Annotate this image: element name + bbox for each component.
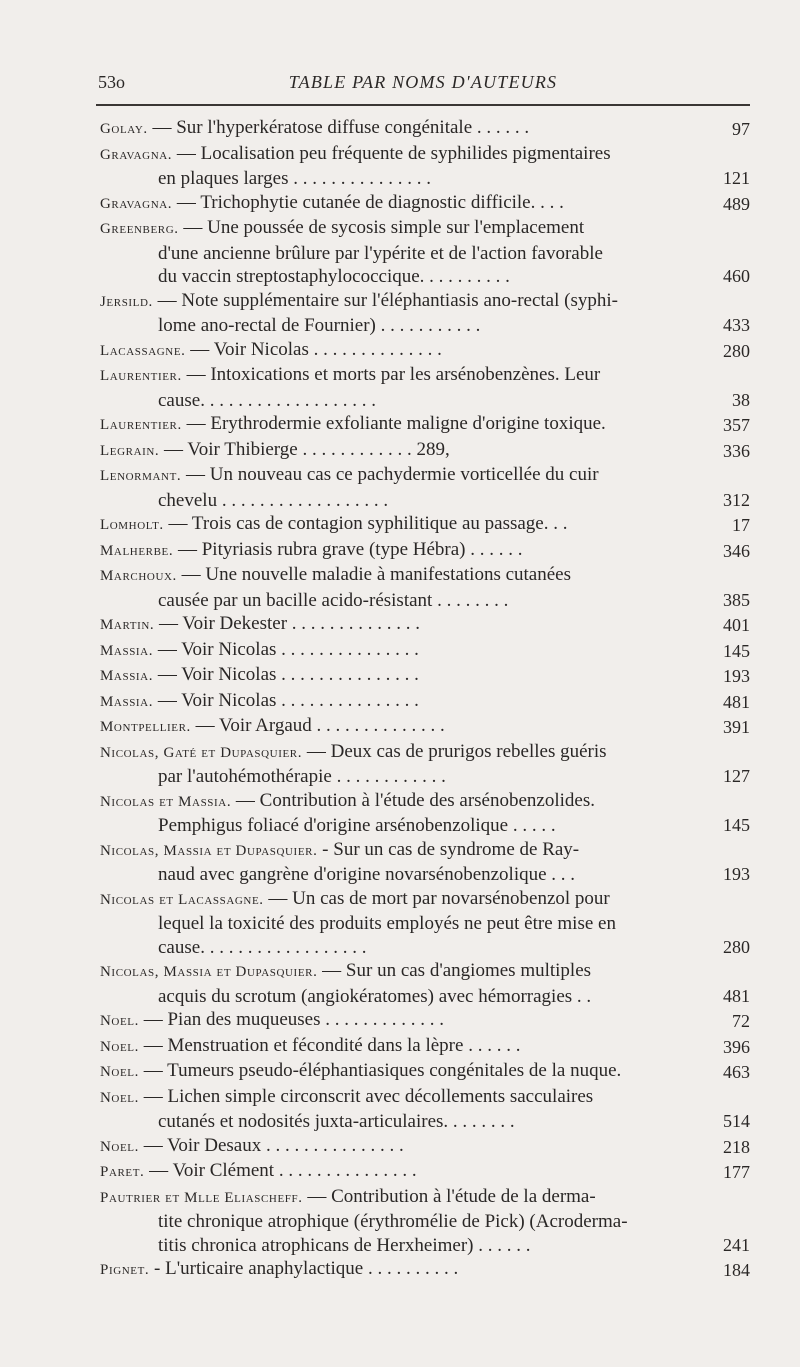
entry-text: — Trichophytie cutanée de diagnostic difficile. . . .: [176, 191, 564, 213]
entry-first-line: [100, 538, 694, 564]
entry-page-number: 145: [723, 815, 750, 835]
index-entry: [100, 612, 750, 638]
index-entry: [100, 412, 750, 438]
entry-page-number: 121: [723, 168, 750, 188]
entry-author: Lomholt.: [100, 517, 164, 533]
entry-continuation-line: [100, 265, 694, 289]
entry-continuation-line: [100, 242, 694, 266]
entry-text: — Voir Desaux . . . . . . . . . . . . . . .: [143, 1134, 404, 1156]
entry-first-line: [100, 1059, 694, 1085]
entry-text: — Erythrodermie exfoliante maligne d'origine toxique.: [186, 413, 606, 434]
entry-text: — Une poussée de sycosis simple sur l'emplacement: [183, 217, 585, 238]
entry-author: Jersild.: [100, 293, 153, 310]
entry-text: — Une nouvelle maladie à manifestations cutanées: [181, 564, 572, 585]
entry-text: d'une ancienne brûlure par l'ypérite et de l'action favorable: [158, 242, 603, 264]
entry-author: Malherbe.: [100, 542, 174, 559]
entry-page-number: 280: [723, 340, 750, 361]
entry-text: naud avec gangrène d'origine novarsénobenzolique . . .: [158, 864, 576, 885]
index-entry: [100, 887, 750, 960]
index-entry: [100, 191, 750, 217]
entry-page-number: 97: [732, 119, 750, 139]
entry-author: Massia.: [100, 668, 154, 684]
entry-text: cause. . . . . . . . . . . . . . . . . . .: [158, 389, 376, 411]
index-entry: [100, 1257, 750, 1283]
entry-page-number: 312: [723, 489, 750, 510]
entry-author: Gravagna.: [100, 195, 173, 212]
entry-first-line: [100, 1034, 694, 1060]
entry-first-line: [100, 887, 694, 913]
index-entry: [100, 638, 750, 664]
entry-first-line: [100, 563, 694, 589]
entry-continuation-line: [100, 1210, 694, 1234]
entry-page-number: 193: [723, 864, 750, 884]
entry-page-number: 481: [723, 985, 750, 1006]
entry-text: — Tumeurs pseudo-éléphantiasiques congénitales de la nuque.: [143, 1060, 622, 1081]
entry-author: Greenberg.: [100, 221, 179, 237]
index-entry: [100, 116, 750, 142]
entry-continuation-line: [100, 985, 694, 1009]
entry-author: Golay.: [100, 121, 148, 137]
entry-text: — Sur un cas d'angiomes multiples: [322, 960, 592, 981]
entry-text: en plaques larges . . . . . . . . . . . . . . .: [158, 168, 431, 189]
index-entry: [100, 838, 750, 887]
entry-author: Martin.: [100, 617, 155, 633]
page-header: [98, 72, 748, 98]
entry-continuation-line: [100, 489, 694, 513]
entry-page-number: 145: [723, 640, 750, 661]
index-entry: [100, 463, 750, 512]
entry-page-number: 280: [723, 936, 750, 957]
entry-author: Marchoux.: [100, 568, 177, 584]
entry-first-line: [100, 216, 694, 242]
entry-first-line: [100, 191, 694, 217]
entry-page-number: 433: [723, 315, 750, 335]
entry-text: du vaccin streptostaphylococcique. . . . . . . . . .: [158, 266, 510, 287]
entry-first-line: [100, 1134, 694, 1160]
entry-text: — Voir Argaud . . . . . . . . . . . . . .: [195, 715, 445, 736]
entry-continuation-line: [100, 912, 694, 936]
index-entry: [100, 789, 750, 838]
entry-page-number: 463: [723, 1062, 750, 1082]
index-entry: [100, 1185, 750, 1258]
entry-author: Gravagna.: [100, 146, 173, 163]
entry-first-line: [100, 338, 694, 364]
entry-continuation-line: [100, 863, 694, 887]
index-entry: [100, 740, 750, 789]
index-entry: [100, 663, 750, 689]
entry-text: — Pityriasis rubra grave (type Hébra) . . . . . .: [177, 538, 523, 560]
entry-text: — Lichen simple circonscrit avec décollements sacculaires: [143, 1085, 594, 1107]
entry-first-line: [100, 463, 694, 489]
entry-text: — Voir Clément . . . . . . . . . . . . . . .: [149, 1160, 417, 1181]
entry-page-number: 127: [723, 766, 750, 786]
entry-author: Nicolas, Massia et Dupasquier.: [100, 842, 318, 859]
entry-author: Noel.: [100, 1064, 139, 1080]
entry-first-line: [100, 1085, 694, 1111]
entry-text: titis chronica atrophicans de Herxheimer) . . . . . .: [158, 1234, 531, 1256]
entry-continuation-line: [100, 314, 694, 338]
entry-first-line: [100, 512, 694, 538]
entry-page-number: 38: [732, 389, 750, 410]
entry-first-line: [100, 1008, 694, 1034]
entry-continuation-line: [100, 936, 694, 960]
entry-page-number: 391: [723, 717, 750, 737]
entry-text: chevelu . . . . . . . . . . . . . . . . . .: [158, 489, 389, 511]
entry-author: Paret.: [100, 1164, 145, 1180]
entry-page-number: 401: [723, 615, 750, 635]
entry-first-line: [100, 789, 694, 815]
index-entry: [100, 289, 750, 338]
entry-continuation-line: [100, 1234, 694, 1258]
entry-first-line: [100, 289, 694, 315]
entry-page-number: 357: [723, 415, 750, 435]
entry-text: cause. . . . . . . . . . . . . . . . . .: [158, 936, 367, 958]
entry-text: — Trois cas de contagion syphilitique au passage. . .: [168, 513, 568, 534]
entry-text: — Contribution à l'étude de la derma-: [307, 1185, 596, 1207]
page-title: TABLE PAR NOMS D'AUTEURS: [288, 72, 558, 92]
entry-author: Montpellier.: [100, 719, 191, 735]
entry-first-line: [100, 116, 694, 142]
entry-text: — Contribution à l'étude des arsénobenzolides.: [235, 789, 595, 811]
entry-text: — Menstruation et fécondité dans la lèpre . . . . . .: [143, 1034, 521, 1056]
entry-author: Laurentier.: [100, 368, 182, 384]
entry-author: Noel.: [100, 1138, 139, 1155]
entry-text: causée par un bacille acido-résistant . . . . . . . .: [158, 589, 509, 611]
index-entry: [100, 216, 750, 289]
index-entry: [100, 1008, 750, 1034]
entry-first-line: [100, 689, 694, 715]
index-entry: [100, 1059, 750, 1085]
entry-page-number: 489: [723, 193, 750, 214]
entry-text: tite chronique atrophique (érythromélie de Pick) (Acroderma-: [158, 1211, 628, 1232]
entry-text: lequel la toxicité des produits employés ne peut être mise en: [158, 913, 616, 934]
entry-author: Noel.: [100, 1013, 139, 1029]
entry-page-number: 385: [723, 589, 750, 610]
entry-text: — Pian des muqueuses . . . . . . . . . . . . .: [143, 1009, 445, 1030]
entry-author: Noel.: [100, 1089, 139, 1106]
entry-text: — Voir Nicolas . . . . . . . . . . . . . . .: [157, 664, 419, 685]
entry-page-number: 177: [723, 1162, 750, 1182]
entry-first-line: [100, 363, 694, 389]
entry-author: Nicolas, Gaté et Dupasquier.: [100, 744, 303, 761]
entry-page-number: 460: [723, 266, 750, 286]
entry-page-number: 514: [723, 1111, 750, 1131]
entry-page-number: 241: [723, 1234, 750, 1255]
index-entry: [100, 689, 750, 715]
entry-author: Laurentier.: [100, 417, 182, 433]
entry-text: — Sur l'hyperkératose diffuse congénitale . . . . . .: [152, 117, 530, 138]
entry-author: Pignet.: [100, 1262, 150, 1278]
entry-first-line: [100, 1257, 694, 1283]
entry-text: par l'autohémothérapie . . . . . . . . . . . .: [158, 766, 446, 787]
index-entry: [100, 959, 750, 1008]
entry-text: — Intoxications et morts par les arsénobenzènes. Leur: [186, 364, 601, 385]
entry-first-line: [100, 959, 694, 985]
index-entry: [100, 563, 750, 612]
entry-text: — Voir Thibierge . . . . . . . . . . . . 289,: [164, 438, 450, 460]
entry-first-line: [100, 412, 694, 438]
entry-first-line: [100, 142, 694, 168]
entry-author: Massia.: [100, 642, 154, 659]
entry-author: Lacassagne.: [100, 342, 186, 359]
entry-page-number: 193: [723, 666, 750, 686]
entry-text: — Voir Dekester . . . . . . . . . . . . . .: [158, 613, 421, 634]
index-entry: [100, 1134, 750, 1160]
entry-page-number: 396: [723, 1036, 750, 1057]
entry-continuation-line: [100, 1110, 694, 1134]
entry-text: — Localisation peu fréquente de syphilides pigmentaires: [176, 142, 611, 164]
entry-text: - Sur un cas de syndrome de Ray-: [322, 838, 580, 860]
entry-text: — Deux cas de prurigos rebelles guéris: [306, 740, 607, 762]
entry-author: Nicolas et Lacassagne.: [100, 891, 264, 908]
entry-text: — Note supplémentaire sur l'éléphantiasis ano-rectal (syphi-: [157, 289, 618, 311]
index-entry: [100, 714, 750, 740]
entry-text: lome ano-rectal de Fournier) . . . . . . . . . . .: [158, 315, 481, 336]
entry-author: Lenormant.: [100, 468, 182, 484]
entry-continuation-line: [100, 389, 694, 413]
entry-first-line: [100, 1159, 694, 1185]
entry-first-line: [100, 612, 694, 638]
entry-continuation-line: [100, 167, 694, 191]
entry-author: Massia.: [100, 693, 154, 710]
entry-first-line: [100, 838, 694, 864]
entry-text: — Voir Nicolas . . . . . . . . . . . . . . .: [157, 689, 419, 711]
entry-continuation-line: [100, 814, 694, 838]
index-entry: [100, 363, 750, 412]
entry-text: - L'urticaire anaphylactique . . . . . . . . . .: [154, 1258, 459, 1279]
entry-text: acquis du scrotum (angiokératomes) avec hémorragies . .: [158, 985, 592, 1007]
entry-continuation-line: [100, 765, 694, 789]
entry-text: Pemphigus foliacé d'origine arsénobenzolique . . . . .: [158, 815, 556, 836]
index-entry: [100, 438, 750, 464]
header-rule: [96, 104, 750, 106]
entry-continuation-line: [100, 589, 694, 613]
entry-page-number: 481: [723, 691, 750, 712]
entry-first-line: [100, 714, 694, 740]
index-entry: [100, 512, 750, 538]
index-entry: [100, 538, 750, 564]
entry-text: — Un nouveau cas ce pachydermie vorticellée du cuir: [186, 464, 599, 485]
entry-author: Nicolas, Massia et Dupasquier.: [100, 964, 318, 980]
page-number: 53o: [98, 72, 125, 92]
entry-page-number: 218: [723, 1136, 750, 1157]
entry-page-number: 346: [723, 540, 750, 561]
entry-author: Nicolas et Massia.: [100, 793, 232, 810]
entry-author: Pautrier et Mlle Eliascheff.: [100, 1189, 303, 1206]
index-entry: [100, 142, 750, 191]
entry-page-number: 184: [723, 1260, 750, 1280]
entry-text: — Un cas de mort par novarsénobenzol pour: [268, 887, 610, 909]
entry-text: cutanés et nodosités juxta-articulaires. . . . . . . .: [158, 1111, 515, 1132]
entry-text: — Voir Nicolas . . . . . . . . . . . . . .: [190, 338, 442, 360]
entry-author: Legrain.: [100, 442, 160, 459]
index-entry: [100, 1034, 750, 1060]
entry-first-line: [100, 1185, 694, 1211]
author-index-list: [100, 116, 750, 1283]
index-entry: [100, 1085, 750, 1134]
entry-page-number: 72: [732, 1011, 750, 1031]
entry-first-line: [100, 638, 694, 664]
entry-text: — Voir Nicolas . . . . . . . . . . . . . . .: [157, 638, 419, 660]
index-entry: [100, 1159, 750, 1185]
entry-first-line: [100, 740, 694, 766]
entry-first-line: [100, 663, 694, 689]
entry-first-line: [100, 438, 694, 464]
entry-page-number: 17: [732, 515, 750, 535]
entry-author: Noel.: [100, 1038, 139, 1055]
entry-page-number: 336: [723, 440, 750, 461]
index-entry: [100, 338, 750, 364]
